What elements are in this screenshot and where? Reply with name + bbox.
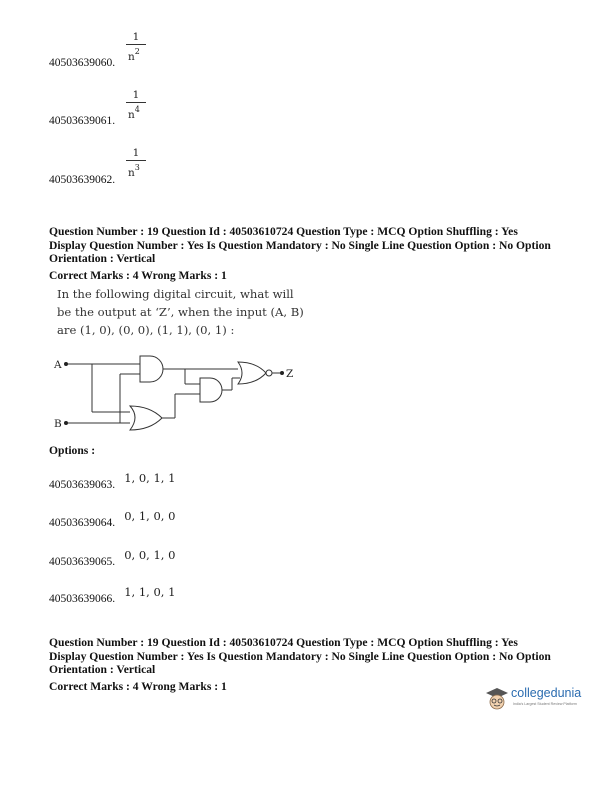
input-a-label: A [54,359,62,371]
and-gate-2 [200,378,222,402]
option-id: 40503639065. [49,556,116,568]
question-marks: Correct Marks : 4 Wrong Marks : 1 [49,268,227,282]
question-marks: Correct Marks : 4 Wrong Marks : 1 [49,679,227,693]
option-id: 40503639062. [49,174,116,186]
question-meta-line: Display Question Number : Yes Is Question Mandatory : No Single Line Question Option : No Option [49,238,551,252]
question-meta-line: Question Number : 19 Question Id : 40503610724 Question Type : MCQ Option Shuffling : Yes [49,636,518,649]
option-row[interactable] [49,505,176,529]
fraction-one-over-n-fourth: 1 $n^4$ [124,89,148,121]
question-text: In the following digital circuit, what will be the output at ‘Z’, when the input (A, B) are (1, 0), (0, 0), (1, 1), (0, 1) : [57,287,304,337]
question-meta-line: Display Question Number : Yes Is Question Mandatory : No Single Line Question Option : No Option [49,649,551,663]
question-meta-line: Question Number : 19 Question Id : 40503610724 Question Type : MCQ Option Shuffling : Yes [49,225,518,238]
nor-bubble [266,370,272,376]
brand-tagline: India's Largest Student Review Platform [513,702,577,706]
option-row[interactable] [49,544,176,568]
input-b-node [64,421,68,425]
option-id: 40503639060. [49,57,116,69]
option-value: 0, 0, 1, 0 [124,548,176,562]
question-meta [49,225,589,282]
option-id: 40503639064. [49,517,116,529]
and-gate-1 [140,356,163,382]
input-a-node [64,362,68,366]
options-label: Options : [49,444,96,457]
digital-circuit-diagram [50,350,310,440]
student-mascot-icon [484,684,510,714]
or-gate [130,406,162,430]
option-value: 1, 1, 0, 1 [124,585,176,599]
brand-name: collegedunia [511,686,582,700]
question-meta-line: Orientation : Vertical [49,663,156,676]
option-value: 0, 1, 0, 0 [124,509,176,523]
option-id: 40503639066. [49,593,116,605]
option-row[interactable] [49,467,176,491]
option-id: 40503639063. [49,479,116,491]
output-z-label: Z [286,368,294,380]
output-z-node [280,371,284,375]
question-meta-line: Orientation : Vertical [49,252,156,265]
fraction-one-over-n-squared: 1 $n^2$ [124,31,148,63]
input-b-label: B [54,418,62,430]
option-value: 1, 0, 1, 1 [124,471,176,485]
option-id: 40503639061. [49,115,116,127]
option-row[interactable] [49,581,176,605]
collegedunia-watermark [484,682,604,716]
nor-gate [238,362,266,384]
fraction-one-over-n-cubed: 1 $n^3$ [124,147,148,179]
